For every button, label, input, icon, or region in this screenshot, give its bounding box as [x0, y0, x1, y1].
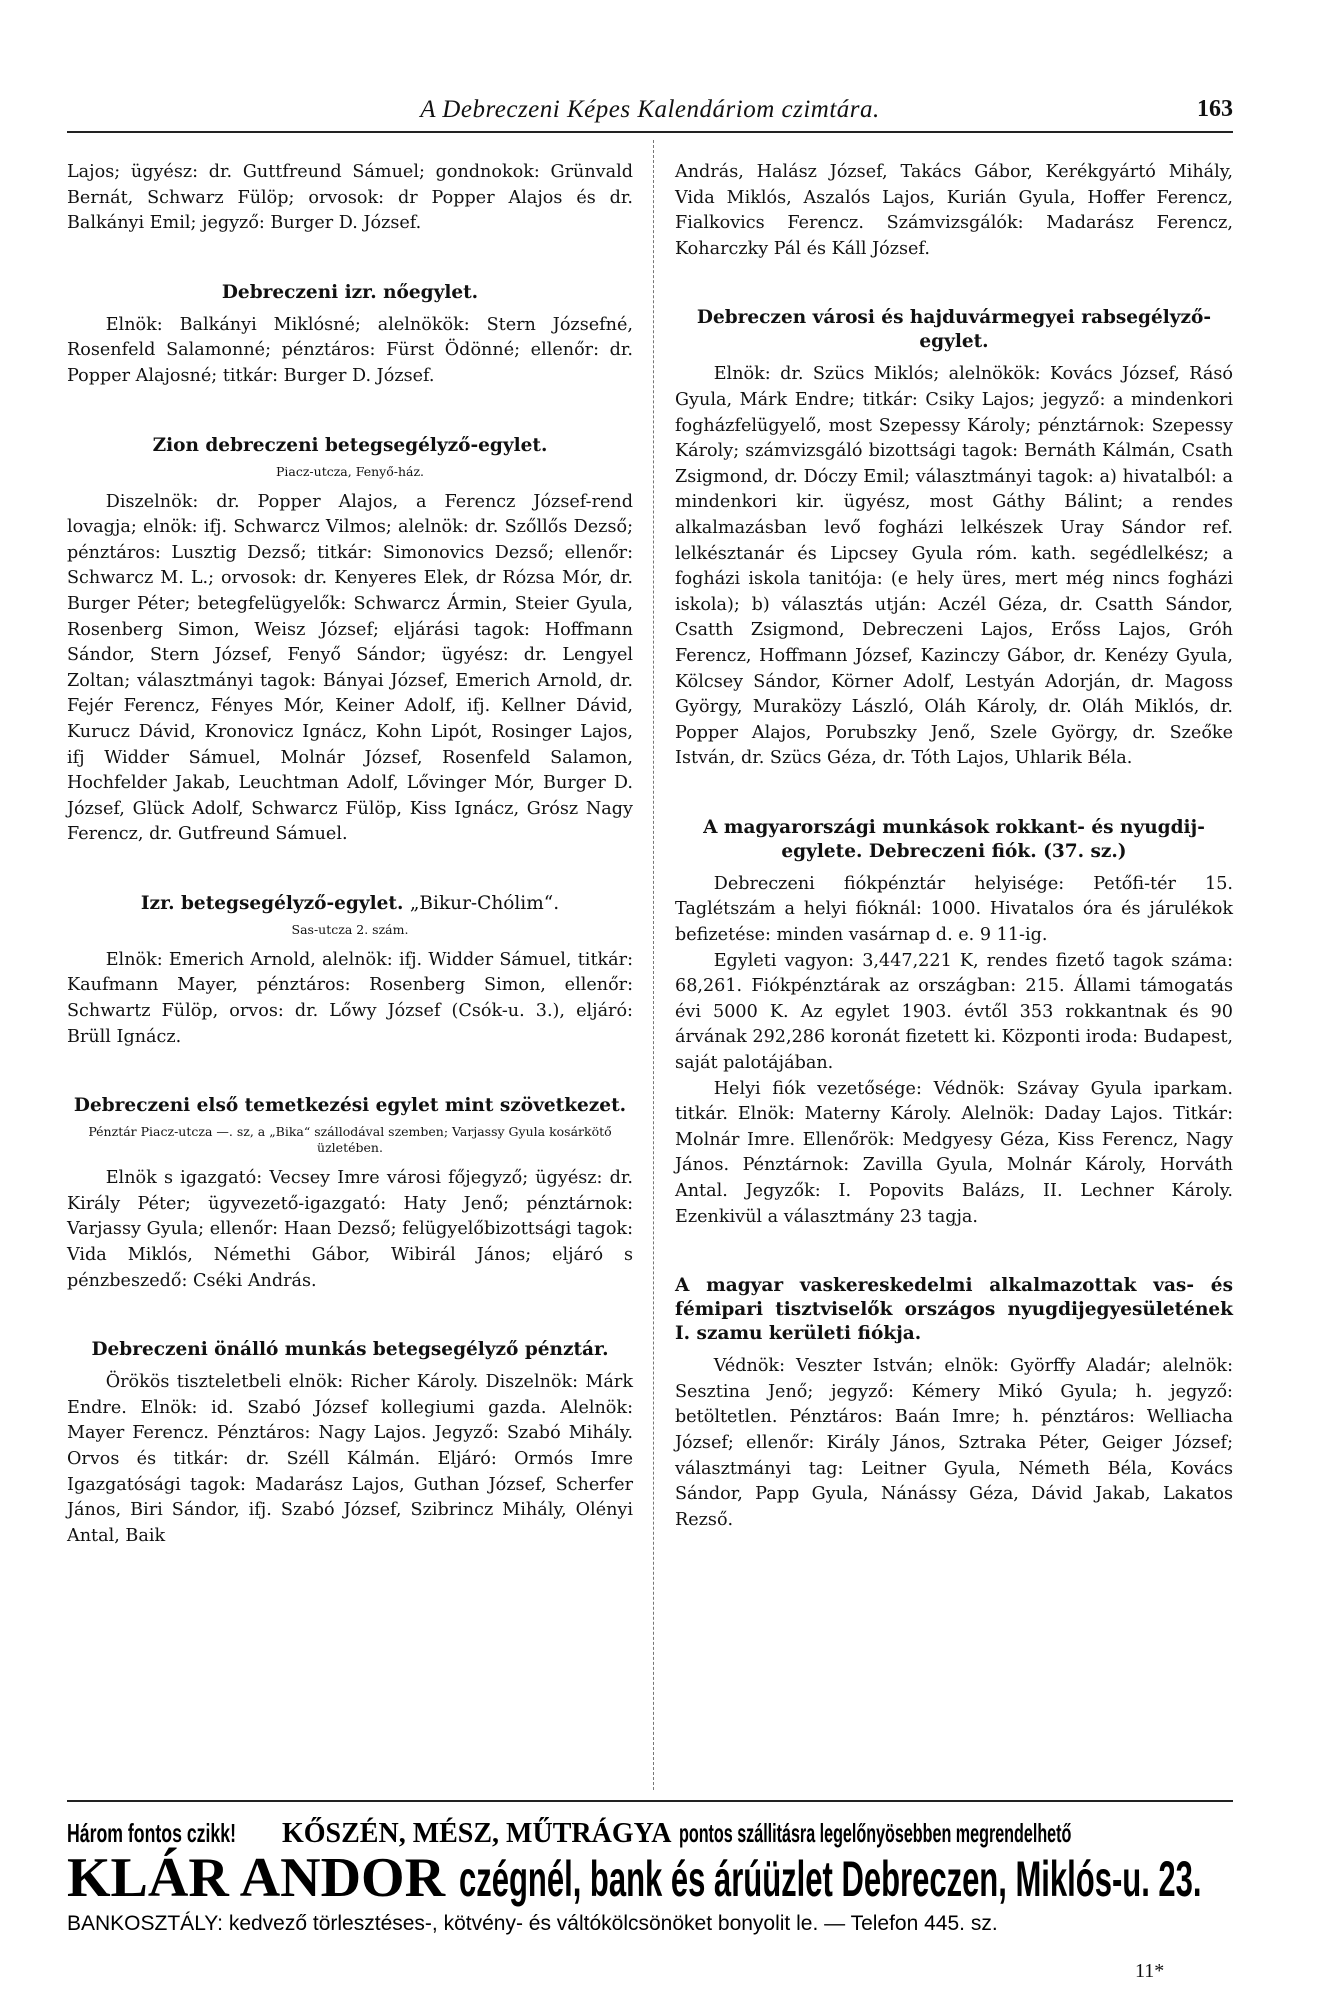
ad-line-1 [67, 1818, 1233, 1850]
ad-line1-rest: pontos szállitásra legelőnyösebben megrendelhető [678, 1818, 1072, 1848]
paragraph: Egyleti vagyon: 3,447,221 K, rendes fizető tagok száma: 68,261. Fiókpénztárak az országban: 215. Állami támogatás évi 5000 K. Az egylet 1903. évtől 353 rokkantnak és 90 árvának 292,286 koronát fizetett ki. Központi iroda: Budapest, saját palotájában. [675, 950, 1233, 1074]
section-vaskereskedelmi [675, 1274, 1233, 1533]
section-title: Zion debreczeni betegsegélyző-egylet. [152, 434, 548, 456]
paragraph: Lajos; ügyész: dr. Guttfreund Sámuel; gondnokok: Grünvald Bernát, Schwarz Fülöp; orvosok: dr Popper Alajos és dr. Balkányi Emil; jegyző: Burger D. József. [67, 162, 633, 234]
section-title: A magyar vaskereskedelmi alkalmazottak vas- és fémipari tisztviselők országos nyugdijegyesületének I. szamu kerületi fiókja. [675, 1275, 1233, 1345]
section-address: Pénztár Piacz-utcza —. sz, a „Bika“ szállodával szemben; Varjassy Gyula kosárkötő üzletében. [88, 1124, 612, 1156]
paragraph: Debreczeni fiókpénztár helyisége: Petőfi-tér 15. Taglétszám a helyi fióknál: 1000. Hivatalos óra és járulékok befizetése: minden vasárnap d. e. 9 11-ig. [675, 873, 1233, 946]
section-title: A magyarországi munkások rokkant- és nyugdij-egylete. Debreczeni fiók. (37. sz.) [703, 816, 1205, 862]
section-title: Debreczeni önálló munkás betegsegélyző pénztár. [91, 1339, 609, 1361]
paragraph: Védnök: Veszter István; elnök: Györffy Aladár; alelnök: Sesztina Jenő; jegyző: Kémery Mikó Gyula; h. jegyző: betöltetlen. Pénztáros: Baán Imre; h. pénztáros: Welliacha József; ellenőr: Király János, Sztraka Péter, Geiger József; választmányi tag: Leitner Gyula, Németh Béla, Kovács Sándor, Papp Gyula, Nánássy Géza, Dávid Jakab, Lakatos Rezső. [675, 1356, 1233, 1530]
section-rabsegelyzo [675, 306, 1233, 772]
paragraph: Elnök: Balkányi Miklósné; alelnökök: Stern Józsefné, Rosenfeld Salamonné; pénztáros: Fürst Ödönné; ellenőr: dr. Popper Alajosné; titkár: Burger D. József. [67, 314, 633, 386]
paragraph: Elnök s igazgató: Vecsey Imre városi főjegyző; ügyész: dr. Király Péter; ügyvezető-igazgató: Haty Jenő; pénztárnok: Varjassy Gyula; ellenőr: Haan Dezső; felügyelőbizottsági tagok: Vida Miklós, Némethi Gábor, Wibirál János; eljáró s pénzbeszedő: Cséki András. [67, 1168, 633, 1291]
continuation-text [675, 160, 1233, 262]
section-address: Sas-utcza 2. szám. [291, 921, 409, 937]
section-address: Piacz-utcza, Fenyő-ház. [275, 463, 425, 479]
section-title [67, 892, 633, 916]
section-title: Debreczeni első temetkezési egylet mint szövetkezet. [73, 1095, 627, 1117]
continuation-text [67, 160, 633, 237]
paragraph: Örökös tiszteletbeli elnök: Richer Károly. Diszelnök: Márk Endre. Elnök: id. Szabó József kollegiumi gazda. Alelnök: Mayer Ferencz. Pénztáros: Nagy Lajos. Jegyző: Szabó Mihály. Orvos és titkár: dr. Széll Kálmán. Eljáró: Ormós Imre Igazgatósági tagok: Madarász Lajos, Guthan József, Scherfer János, Biri Sándor, ifj. Szabó József, Szibrincz Mihály, Olényi Antal, Baik [67, 1372, 633, 1546]
left-column [67, 160, 633, 1549]
section-title-text: Izr. betegsegélyző-egylet. [140, 892, 404, 914]
header-rule [67, 131, 1233, 133]
ad-line-3: BANKOSZTÁLY: kedvező törlesztéses-, kötvény- és váltókölcsönöket bonyolit le. — Telefon 445. sz. [67, 1912, 998, 1935]
section-munkas-betegsegelyzo [67, 1338, 633, 1549]
ad-company-name: KLÁR ANDOR [67, 1847, 446, 1909]
footer-rule [67, 1800, 1233, 1802]
signature-mark: 11* [1135, 1960, 1165, 1982]
page-number: 163 [1197, 96, 1233, 122]
section-zion [67, 434, 633, 848]
section-title: Debreczeni izr. nőegylet. [221, 281, 479, 303]
section-title-note: „Bikur-Chólim“. [409, 892, 560, 914]
section-rokkant-nyugdij [675, 816, 1233, 1230]
right-column [675, 160, 1233, 1533]
running-title: A Debreczeni Képes Kalendáriom czimtára. [420, 96, 880, 123]
ad-company-address: czégnél, bank és árúüzlet Debreczen, Miklós-u. 23. [458, 1851, 1202, 1907]
section-bikur-cholim [67, 892, 633, 1050]
section-title: Debreczen városi és hajduvármegyei rabsegélyző-egylet. [696, 307, 1212, 353]
ad-intro: Három fontos czikk! [67, 1818, 236, 1848]
column-divider [653, 140, 654, 1790]
paragraph: Helyi fiók vezetősége: Védnök: Szávay Gyula iparkam. titkár. Elnök: Materny Károly. Alelnök: Daday Lajos. Titkár: Molnár Imre. Ellenőrök: Medgyesy Géza, Kiss Ferencz, Nagy János. Pénztárnok: Zavilla Gyula, Molnár Károly, Horváth Antal. Jegyzők: I. Popovits Balázs, II. Lechner Károly. Ezenkivül a választmány 23 tagja. [675, 1078, 1233, 1227]
page-header [67, 92, 1233, 128]
ad-line-2 [67, 1847, 1233, 1909]
paragraph: Diszelnök: dr. Popper Alajos, a Ferencz József-rend lovagja; elnök: ifj. Schwarcz Vilmos; alelnök: dr. Szőllős Dezső; pénztáros: Lusztig Dezső; titkár: Simonovics Dezső; ellenőr: Schwarcz M. L.; orvosok: dr. Kenyeres Elek, dr Rózsa Mór, dr. Burger Péter; betegfelügyelők: Schwarcz Ármin, Steier Gyula, Rosenberg Simon, Weisz József; eljárási tagok: Hoffmann Sándor, Stern József, Fenyő Sándor; ügyész: dr. Lengyel Zoltan; választmányi tagok: Bányai József, Emerich Arnold, dr. Fejér Ferencz, Fényes Mór, Keiner Adolf, ifj. Kellner Dávid, Kurucz Dávid, Kronovicz Ignácz, Kohn Lipót, Rosinger Lajos, ifj Widder Sámuel, Molnár József, Rosenfeld Salamon, Hochfelder Jakab, Leuchtman Adolf, Lővinger Mór, Burger D. József, Glück Adolf, Schwarcz Fülöp, Kiss Ignácz, Grósz Nagy Ferencz, dr. Gutfreund Sámuel. [67, 491, 633, 845]
ad-products: KŐSZÉN, MÉSZ, MŰTRÁGYA [282, 1818, 672, 1849]
paragraph: András, Halász József, Takács Gábor, Kerékgyártó Mihály, Vida Miklós, Aszalós Lajos, Kurián Gyula, Hoffer Ferencz, Fialkovics Ferencz. Számvizsgálók: Madarász Ferencz, Koharczky Pál és Káll József. [675, 162, 1233, 259]
section-izr-noegylet [67, 281, 633, 390]
section-temetkezesi [67, 1094, 633, 1294]
paragraph: Elnök: Emerich Arnold, alelnök: ifj. Widder Sámuel, titkár: Kaufmann Mayer, pénztáros: Rosenberg Simon, ellenőr: Schwartz Fülöp, orvos: dr. Lőwy József (Csók-u. 3.), eljáró: Brüll Ignácz. [67, 949, 633, 1047]
paragraph: Elnök: dr. Szücs Miklós; alelnökök: Kovács József, Rásó Gyula, Márk Endre; titkár: Csiky Lajos; jegyző: a mindenkori fogházfelügyelő, most Szepessy Károly; pénztárnok: Szepessy Károly; számvizsgáló bizottsági tagok: Bernáth Kálmán, Csath Zsigmond, dr. Dóczy Emil; választmányi tagok: a) hivatalból: a mindenkori kir. ügyész, most Gáthy Bálint; a rendes alkalmazásban levő fogházi lelkészek Uray Sándor ref. lelkésztanár és Lipcsey Gyula róm. kath. segédlelkész; a fogházi iskola tanitója: (e hely üres, mert még nincs fogházi iskola); b) választás utján: Aczél Géza, dr. Csatth Sándor, Csatth Zsigmond, Debreczeni Lajos, Erőss Lajos, Gróh Ferencz, Hoffmann József, Kazinczy Gábor, dr. Kenézy Gyula, Kölcsey Sándor, Körner Adolf, Lestyán Adorján, dr. Magoss György, Muraközy László, Oláh Károly, dr. Oláh Miklós, dr. Popper Alajos, Porubszky Jenő, Szele György, dr. Szeőke István, dr. Szücs Géza, dr. Tóth Lajos, Uhlarik Béla. [675, 364, 1233, 769]
